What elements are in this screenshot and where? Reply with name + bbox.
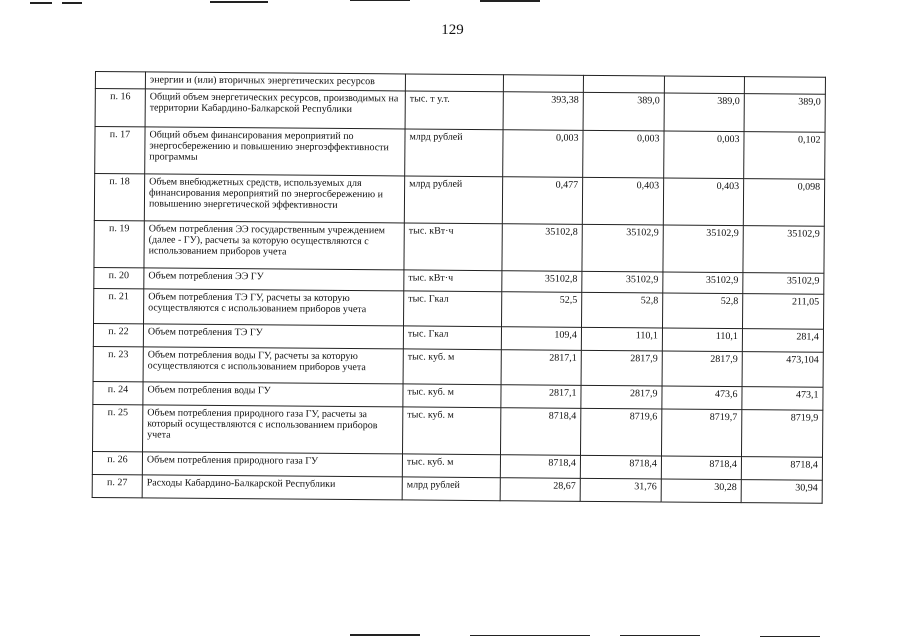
row-number-cell — [95, 72, 145, 89]
row-number-cell: п. 27 — [92, 474, 142, 497]
value-cell: 211,05 — [742, 294, 823, 330]
indicator-name-cell: Объем внебюджетных средств, используемых для финансирования мероприятий по энергосбережению и повышению энергетической эффективности — [144, 174, 404, 223]
indicator-name-cell: Объем потребления ТЭ ГУ — [143, 324, 403, 349]
row-number-cell: п. 18 — [94, 174, 144, 221]
value-cell: 2817,1 — [501, 385, 581, 409]
table-body — [92, 72, 825, 504]
value-cell: 8718,4 — [661, 456, 741, 480]
value-cell: 35102,8 — [502, 271, 582, 293]
value-cell: 28,67 — [500, 478, 580, 502]
scan-artifact-line — [620, 635, 700, 636]
row-number-cell: п. 25 — [93, 404, 143, 451]
indicator-name-cell: Общий объем энергетических ресурсов, производимых на территории Кабардино-Балкарской Республики — [145, 89, 405, 129]
value-cell: 281,4 — [742, 329, 823, 353]
scan-artifact-line — [30, 2, 52, 4]
value-cell: 0,003 — [503, 130, 583, 178]
value-cell: 2817,9 — [662, 351, 742, 387]
indicator-name-cell: Объем потребления ЭЭ ГУ — [144, 268, 404, 291]
value-cell: 2817,9 — [581, 350, 662, 386]
unit-cell: тыс. куб. м — [403, 349, 501, 385]
page-number: 129 — [441, 22, 464, 38]
unit-cell: тыс. куб. м — [402, 454, 500, 478]
value-cell: 35102,8 — [502, 224, 582, 272]
value-cell: 389,0 — [744, 94, 825, 133]
value-cell: 473,1 — [742, 387, 823, 411]
row-number-cell: п. 17 — [95, 127, 145, 174]
row-number-cell: п. 19 — [94, 220, 144, 267]
value-cell: 30,94 — [741, 480, 822, 504]
unit-cell: тыс. куб. м — [403, 407, 501, 455]
indicators-table — [92, 71, 826, 504]
table-row — [95, 127, 825, 180]
table-row — [94, 220, 824, 273]
value-cell: 0,102 — [744, 132, 825, 180]
scan-artifact-line — [480, 0, 540, 2]
indicator-name-cell: Расходы Кабардино-Балкарской Республики — [142, 475, 402, 500]
value-cell: 52,8 — [662, 293, 742, 329]
table-row — [95, 89, 825, 133]
unit-cell: тыс. куб. м — [403, 384, 501, 408]
row-number-cell: п. 16 — [95, 89, 145, 127]
value-cell: 2817,9 — [581, 385, 662, 409]
scan-artifact-line — [210, 1, 268, 3]
row-number-cell: п. 20 — [94, 267, 144, 288]
indicator-name-cell: Объем потребления воды ГУ, расчеты за которую осуществляются с использованием приборов учета — [143, 347, 403, 384]
value-cell: 8718,4 — [580, 455, 661, 479]
value-cell: 35102,9 — [582, 224, 663, 272]
value-cell: 473,104 — [742, 352, 823, 388]
table-row — [93, 346, 823, 387]
value-cell: 35102,9 — [582, 271, 663, 293]
unit-cell: тыс. Гкал — [403, 326, 501, 350]
indicator-name-cell: Объем потребления воды ГУ — [143, 382, 403, 407]
value-cell — [583, 75, 664, 93]
indicator-name-cell: Объем потребления природного газа ГУ, расчеты за который осуществляются с использованием приборов учета — [143, 405, 403, 454]
table-row — [93, 404, 823, 457]
table-row — [94, 288, 824, 329]
table-row — [92, 474, 822, 503]
row-number-cell: п. 26 — [92, 451, 142, 474]
value-cell: 0,003 — [583, 130, 664, 178]
scan-artifact-line — [62, 2, 82, 4]
value-cell: 0,403 — [663, 178, 743, 226]
unit-cell: тыс. Гкал — [404, 291, 502, 327]
unit-cell: млрд рублей — [405, 129, 503, 177]
value-cell: 8718,4 — [500, 455, 580, 479]
value-cell: 110,1 — [662, 328, 742, 352]
unit-cell: тыс. кВт·ч — [404, 270, 502, 292]
indicator-name-cell: энергии и (или) вторичных энергетических ресурсов — [145, 72, 405, 91]
value-cell: 30,28 — [661, 479, 741, 503]
unit-cell: тыс. кВт·ч — [404, 223, 502, 271]
value-cell — [503, 75, 583, 93]
indicator-name-cell: Объем потребления ЭЭ государственным учреждением (далее - ГУ), расчеты за которую осуществляются с использованием приборов учета — [144, 221, 404, 270]
row-number-cell: п. 22 — [93, 323, 143, 346]
indicator-name-cell: Объем потребления природного газа ГУ — [142, 452, 402, 477]
value-cell: 52,8 — [582, 292, 663, 328]
value-cell — [664, 76, 744, 94]
value-cell: 31,76 — [580, 478, 661, 502]
value-cell: 389,0 — [664, 93, 744, 132]
table-row — [94, 174, 824, 227]
value-cell: 109,4 — [501, 327, 581, 351]
value-cell: 8719,9 — [741, 410, 822, 458]
value-cell: 110,1 — [581, 327, 662, 351]
value-cell: 389,0 — [583, 92, 664, 131]
value-cell: 35102,9 — [743, 273, 824, 295]
scan-artifact-line — [350, 634, 420, 636]
value-cell: 393,38 — [503, 92, 583, 131]
unit-cell: тыс. т у.т. — [405, 91, 503, 130]
scan-artifact-line — [470, 635, 590, 636]
indicator-name-cell: Общий объем финансирования мероприятий по энергосбережению и повышению энергоэффективности программы — [145, 127, 405, 176]
value-cell: 0,003 — [664, 131, 744, 179]
value-cell: 52,5 — [502, 292, 582, 328]
value-cell: 0,477 — [502, 177, 582, 225]
value-cell: 35102,9 — [663, 272, 743, 294]
row-number-cell: п. 23 — [93, 346, 143, 381]
row-number-cell: п. 24 — [93, 381, 143, 404]
unit-cell: млрд рублей — [402, 477, 500, 501]
value-cell: 8719,6 — [580, 408, 661, 456]
value-cell: 473,6 — [662, 386, 742, 410]
row-number-cell: п. 21 — [94, 288, 144, 323]
value-cell: 35102,9 — [743, 226, 824, 274]
value-cell: 0,098 — [743, 179, 824, 227]
value-cell — [744, 77, 825, 95]
value-cell: 35102,9 — [663, 225, 743, 273]
indicator-name-cell: Объем потребления ТЭ ГУ, расчеты за которую осуществляются с использованием приборов учета — [144, 289, 404, 326]
value-cell: 8718,4 — [741, 457, 822, 481]
value-cell: 8718,4 — [500, 408, 580, 456]
unit-cell: млрд рублей — [404, 176, 502, 224]
value-cell: 8719,7 — [661, 409, 741, 457]
scan-artifact-line — [760, 636, 820, 637]
scan-artifact-line — [350, 0, 410, 1]
value-cell: 2817,1 — [501, 350, 581, 386]
unit-cell — [405, 74, 503, 92]
value-cell: 0,403 — [582, 177, 663, 225]
